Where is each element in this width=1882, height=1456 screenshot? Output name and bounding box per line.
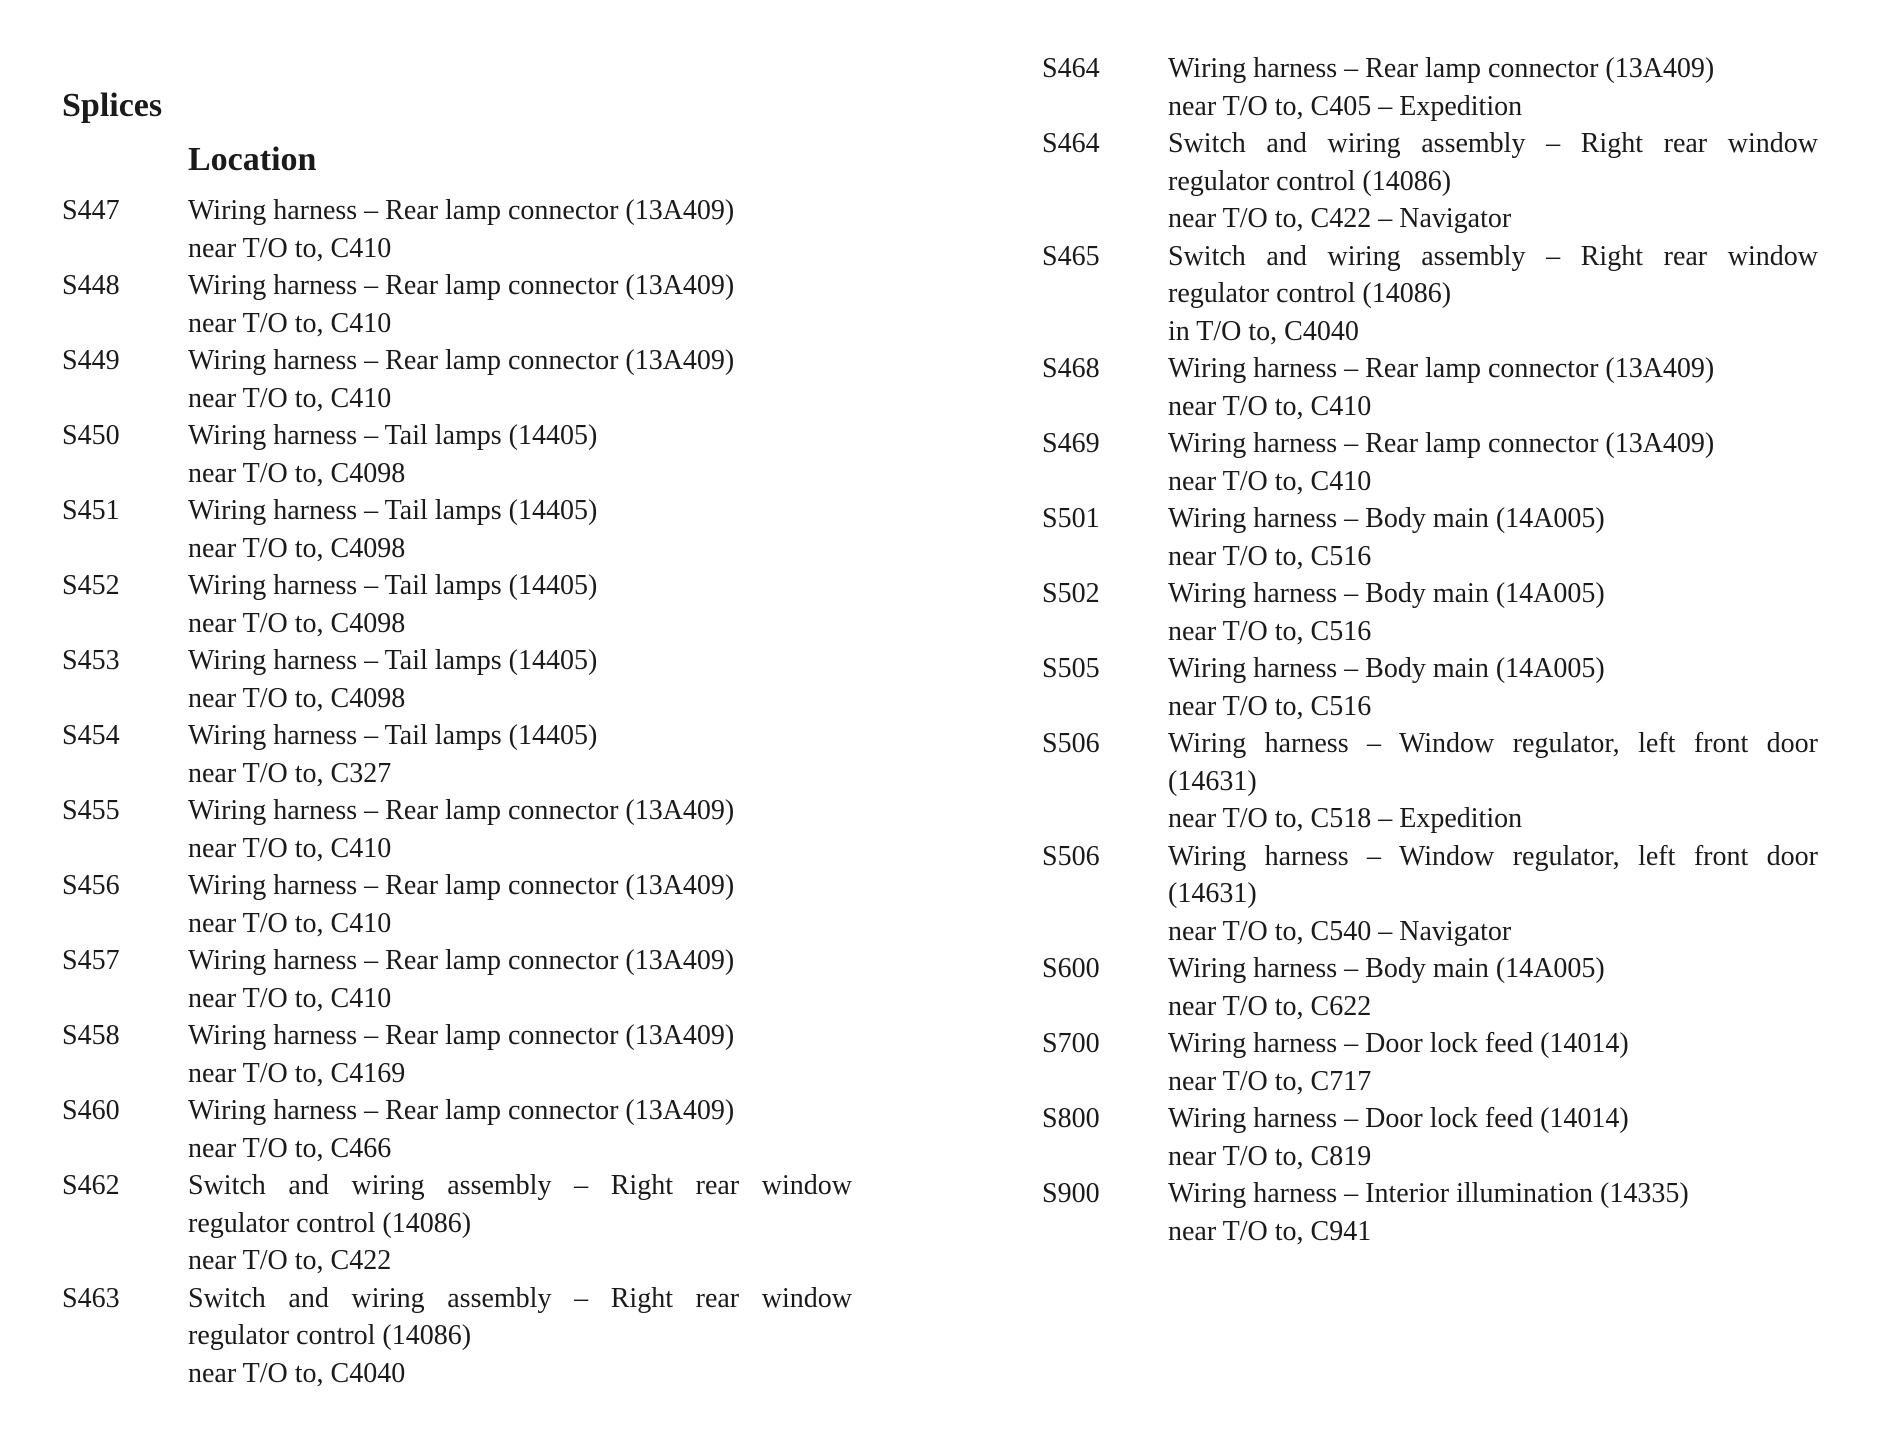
splice-location [188, 1017, 852, 1092]
splice-entry [62, 1017, 852, 1092]
splice-code: S464 [1042, 128, 1100, 159]
location-line: regulator control (14086) [1168, 165, 1452, 197]
splice-code: S463 [62, 1282, 120, 1314]
location-line: near T/O to, C4098 [188, 457, 406, 489]
location-line: near T/O to, C327 [188, 757, 392, 789]
splice-code: S456 [62, 870, 120, 901]
location-line: Wiring harness – Tail lamps (14405) [188, 720, 598, 751]
location-line: near T/O to, C516 [1168, 540, 1372, 572]
splice-entry [1042, 500, 1818, 575]
location-line: Wiring harness – Rear lamp connector (13A409) [188, 345, 735, 376]
location-line: Wiring harness – Rear lamp connector (13A409) [188, 870, 735, 901]
splice-code: S506 [1042, 728, 1100, 759]
splice-location [1168, 725, 1818, 838]
location-line: Switch and wiring assembly – Right rear window [188, 1282, 852, 1314]
splice-code: S451 [62, 495, 120, 526]
splice-code: S505 [1042, 653, 1100, 684]
location-line: Wiring harness – Body main (14A005) [1168, 578, 1605, 609]
splice-code: S455 [62, 795, 120, 826]
splice-location [188, 792, 852, 867]
splice-location [1168, 50, 1818, 125]
splice-entry [1042, 575, 1818, 650]
splice-location [1168, 500, 1818, 575]
splice-entry [1042, 125, 1818, 238]
splice-location [188, 717, 852, 792]
splice-location [188, 492, 852, 567]
location-line: (14631) [1168, 765, 1257, 797]
location-line: Wiring harness – Rear lamp connector (13A409) [1168, 53, 1715, 84]
location-line: Wiring harness – Body main (14A005) [1168, 653, 1605, 684]
splice-entry [1042, 425, 1818, 500]
splice-location [1168, 238, 1818, 351]
splice-entry [1042, 650, 1818, 725]
location-line: Wiring harness – Rear lamp connector (13A409) [188, 795, 735, 826]
splice-location [188, 417, 852, 492]
location-line: near T/O to, C4169 [188, 1057, 406, 1089]
splice-code: S453 [62, 645, 120, 676]
location-line: near T/O to, C422 [188, 1245, 392, 1276]
location-line: near T/O to, C410 [188, 907, 392, 939]
location-line: near T/O to, C410 [188, 982, 392, 1014]
splice-location [1168, 838, 1818, 951]
location-line: Wiring harness – Rear lamp connector (13A409) [188, 1020, 735, 1051]
location-line: Wiring harness – Tail lamps (14405) [188, 645, 598, 676]
location-line: Wiring harness – Tail lamps (14405) [188, 420, 598, 451]
splice-entry [1042, 350, 1818, 425]
splice-code: S469 [1042, 428, 1100, 459]
splice-entry [62, 342, 852, 417]
splice-entry [62, 417, 852, 492]
location-line: near T/O to, C410 [188, 832, 392, 864]
splice-location [188, 342, 852, 417]
location-line: near T/O to, C540 – Navigator [1168, 915, 1512, 947]
splice-code: S457 [62, 945, 120, 976]
splice-code: S454 [62, 720, 120, 751]
splice-location [188, 867, 852, 942]
left-column [62, 86, 852, 1392]
splice-entry [1042, 950, 1818, 1025]
location-line: near T/O to, C518 – Expedition [1168, 803, 1523, 834]
location-line: regulator control (14086) [188, 1320, 472, 1351]
location-line: Wiring harness – Window regulator, left front door [1168, 840, 1818, 872]
splice-entry [1042, 50, 1818, 125]
splice-location [188, 942, 852, 1017]
location-line: near T/O to, C622 [1168, 990, 1372, 1022]
splice-location [188, 642, 852, 717]
location-line: Wiring harness – Tail lamps (14405) [188, 495, 598, 526]
splice-code: S460 [62, 1095, 120, 1126]
splice-entry [1042, 725, 1818, 838]
splice-location [1168, 650, 1818, 725]
location-line: Wiring harness – Rear lamp connector (13A409) [1168, 428, 1715, 459]
location-line: Switch and wiring assembly – Right rear window [1168, 240, 1818, 272]
location-line: Switch and wiring assembly – Right rear window [188, 1170, 852, 1201]
page-title: Splices [62, 87, 163, 124]
right-splice-list [1042, 50, 1818, 1250]
location-line: near T/O to, C4098 [188, 532, 406, 564]
splice-entry [1042, 838, 1818, 951]
left-splice-list [62, 192, 852, 1392]
splice-location [188, 267, 852, 342]
splice-location [1168, 1100, 1818, 1175]
location-line: near T/O to, C410 [188, 307, 392, 339]
splice-entry [62, 1092, 852, 1167]
splice-location [188, 567, 852, 642]
splice-location [188, 1167, 852, 1280]
location-line: near T/O to, C4098 [188, 607, 406, 639]
location-line: near T/O to, C410 [1168, 465, 1372, 497]
location-line: near T/O to, C410 [188, 232, 392, 264]
location-line: near T/O to, C410 [1168, 390, 1372, 422]
splice-location [1168, 575, 1818, 650]
location-line: Wiring harness – Rear lamp connector (13A409) [188, 270, 735, 301]
splice-code: S502 [1042, 578, 1100, 609]
location-line: near T/O to, C941 [1168, 1215, 1372, 1247]
location-line: in T/O to, C4040 [1168, 315, 1359, 347]
splice-entry [1042, 238, 1818, 351]
splice-location [188, 192, 852, 267]
location-line: Wiring harness – Door lock feed (14014) [1168, 1028, 1629, 1059]
splice-entry [62, 1280, 852, 1393]
location-line: regulator control (14086) [1168, 278, 1452, 309]
splice-code: S462 [62, 1170, 120, 1201]
location-line: regulator control (14086) [188, 1207, 472, 1239]
location-line: near T/O to, C422 – Navigator [1168, 203, 1512, 234]
splice-entry [62, 792, 852, 867]
splice-location [1168, 1175, 1818, 1250]
location-line: near T/O to, C4098 [188, 682, 406, 714]
splice-code: S506 [1042, 840, 1100, 872]
location-line: Wiring harness – Window regulator, left front door [1168, 728, 1818, 759]
splice-location [1168, 1025, 1818, 1100]
location-line: Wiring harness – Rear lamp connector (13A409) [188, 195, 735, 226]
location-line: Wiring harness – Interior illumination (14335) [1168, 1178, 1689, 1209]
splice-location [1168, 950, 1818, 1025]
splice-entry [62, 192, 852, 267]
splice-code: S450 [62, 420, 120, 451]
splice-entry [62, 1167, 852, 1280]
location-line: Wiring harness – Body main (14A005) [1168, 503, 1605, 534]
splice-entry [62, 567, 852, 642]
splice-code: S448 [62, 270, 120, 301]
location-line: Wiring harness – Rear lamp connector (13A409) [1168, 353, 1715, 384]
splice-code: S468 [1042, 353, 1100, 384]
splice-entry [62, 942, 852, 1017]
splice-location [1168, 125, 1818, 238]
splice-entry [62, 867, 852, 942]
splice-location [188, 1280, 852, 1393]
splice-location [1168, 425, 1818, 500]
splice-code: S464 [1042, 53, 1100, 84]
splice-code: S600 [1042, 953, 1100, 984]
splice-code: S458 [62, 1020, 120, 1051]
splice-location [188, 1092, 852, 1167]
splice-code: S501 [1042, 503, 1100, 534]
location-line: near T/O to, C405 – Expedition [1168, 90, 1523, 122]
splice-code: S449 [62, 345, 120, 376]
right-column [1042, 50, 1818, 1250]
splice-code: S900 [1042, 1178, 1100, 1209]
location-line: near T/O to, C819 [1168, 1140, 1372, 1172]
location-line: near T/O to, C717 [1168, 1065, 1372, 1097]
location-line: near T/O to, C4040 [188, 1357, 406, 1389]
splice-entry [1042, 1175, 1818, 1250]
splice-code: S447 [62, 195, 120, 226]
splice-code: S465 [1042, 240, 1100, 272]
location-line: near T/O to, C466 [188, 1132, 392, 1164]
location-line: near T/O to, C516 [1168, 690, 1372, 722]
splice-entry [1042, 1100, 1818, 1175]
splice-code: S452 [62, 570, 120, 601]
location-line: Switch and wiring assembly – Right rear window [1168, 128, 1818, 159]
splice-entry [1042, 1025, 1818, 1100]
splice-entry [62, 717, 852, 792]
splice-entry [62, 492, 852, 567]
splice-entry [62, 642, 852, 717]
splice-code: S700 [1042, 1028, 1100, 1059]
location-line: Wiring harness – Rear lamp connector (13A409) [188, 945, 735, 976]
location-line: (14631) [1168, 878, 1257, 909]
location-line: near T/O to, C410 [188, 382, 392, 414]
location-heading: Location [188, 141, 317, 178]
location-line: Wiring harness – Door lock feed (14014) [1168, 1103, 1629, 1134]
splice-entry [62, 267, 852, 342]
splice-code: S800 [1042, 1103, 1100, 1134]
location-line: near T/O to, C516 [1168, 615, 1372, 647]
location-line: Wiring harness – Tail lamps (14405) [188, 570, 598, 601]
splice-location [1168, 350, 1818, 425]
location-line: Wiring harness – Body main (14A005) [1168, 953, 1605, 984]
location-line: Wiring harness – Rear lamp connector (13A409) [188, 1095, 735, 1126]
